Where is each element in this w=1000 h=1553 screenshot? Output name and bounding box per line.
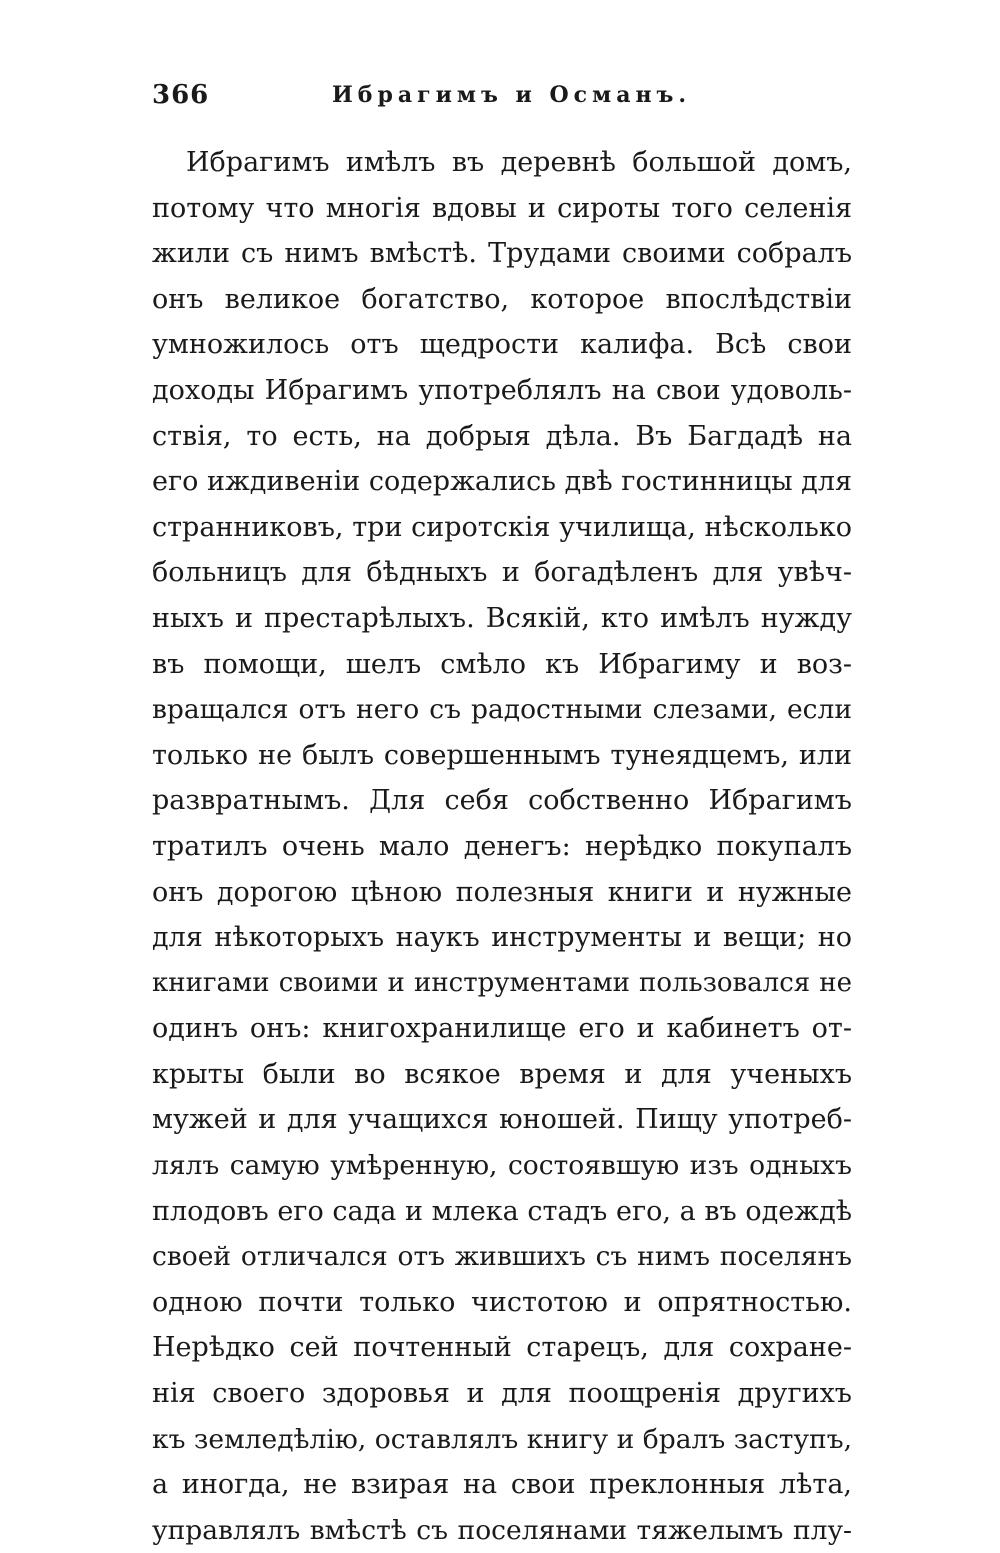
text-line: мужей и для учащихся юношей. Пищу употреб-	[152, 1104, 852, 1136]
text-line: развратнымъ. Для себя собственно Ибрагимъ	[152, 785, 852, 817]
text-line: нія своего здоровья и для поощренія другихъ	[152, 1378, 852, 1410]
text-line: къ земледѣлію, оставлялъ книгу и бралъ заступъ,	[152, 1423, 852, 1455]
text-line: вращался отъ него съ радостными слезами, если	[152, 694, 852, 726]
running-title: Ибрагимъ и Османъ.	[332, 82, 692, 108]
text-line: для нѣкоторыхъ наукъ инструменты и вещи; но	[152, 922, 852, 954]
text-line: странниковъ, три сиротскія училища, нѣсколько	[152, 511, 852, 543]
text-line: своей отличался отъ жившихъ съ нимъ поселянъ	[152, 1241, 852, 1273]
text-line: доходы Ибрагимъ употреблялъ на свои удоволь-	[152, 374, 852, 406]
text-line: въ помощи, шелъ смѣло къ Ибрагиму и воз-	[152, 648, 852, 680]
page-number: 366	[152, 80, 210, 110]
text-line: умножилось отъ щедрости калифа. Всѣ свои	[152, 329, 852, 361]
text-line: потому что многія вдовы и сироты того селенія	[152, 192, 852, 224]
text-line: только не былъ совершеннымъ тунеядцемъ, или	[152, 739, 852, 771]
text-line: тратилъ очень мало денегъ: нерѣдко покупалъ	[152, 830, 852, 862]
text-line: а иногда, не взирая на свои преклонныя лѣта,	[152, 1469, 852, 1501]
text-line: одною почти только чистотою и опрятностью.	[152, 1286, 852, 1318]
text-line: одинъ онъ: книгохранилище его и кабинетъ от-	[152, 1013, 852, 1045]
text-line: управлялъ вмѣстѣ съ поселянами тяжелымъ плу-	[152, 1514, 852, 1546]
text-line: Ибрагимъ имѣлъ въ деревнѣ большой домъ,	[186, 147, 852, 178]
text-line: плодовъ его сада и млека стадъ его, а въ одеждѣ	[152, 1195, 852, 1227]
page-header	[152, 80, 852, 120]
text-line: Нерѣдко сей почтенный старецъ, для сохране-	[152, 1332, 852, 1364]
text-line: ствія, то есть, на добрыя дѣла. Въ Багдадѣ на	[152, 420, 852, 452]
text-line: ныхъ и престарѣлыхъ. Всякій, кто имѣлъ нужду	[152, 602, 852, 634]
text-line: жили съ нимъ вмѣстѣ. Трудами своими собралъ	[152, 238, 852, 270]
text-line: крыты были во всякое время и для ученыхъ	[152, 1058, 852, 1090]
text-line: больницъ для бѣдныхъ и богадѣленъ для увѣч-	[152, 557, 852, 589]
text-line: книгами своими и инструментами пользовался не	[152, 967, 852, 998]
body-text	[152, 140, 852, 1553]
text-line: онъ великое богатство, которое впослѣдствіи	[152, 283, 852, 315]
text-line: лялъ самую умѣренную, состоявшую изъ одныхъ	[152, 1150, 852, 1182]
text-line: онъ дорогою цѣною полезныя книги и нужные	[152, 876, 852, 908]
text-line: его иждивеніи содержались двѣ гостинницы для	[152, 466, 852, 498]
